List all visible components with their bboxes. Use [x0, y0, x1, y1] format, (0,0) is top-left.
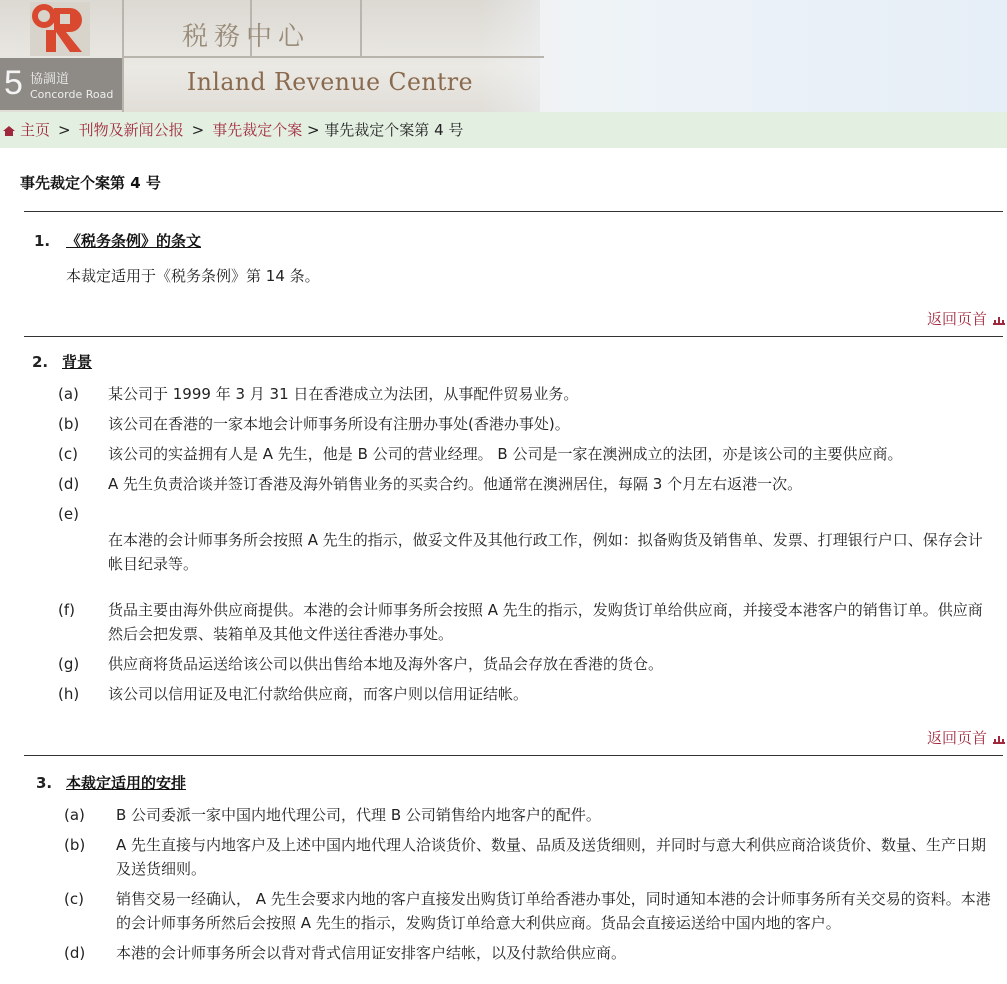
item-label: (g) — [58, 655, 80, 673]
section-title-link[interactable]: 本裁定适用的安排 — [66, 774, 187, 792]
item-text: 在本港的会计师事务所会按照 A 先生的指示，做妥文件及其他行政工作，例如：拟备购货及销售单、发票、打理银行户口、保存会计帐目纪录等。 — [108, 531, 983, 573]
item-text: A 先生直接与内地客户及上述中国内地代理人洽谈货价、数量、品质及送货细则，并同时与意大利供应商洽谈货价、数量、生产日期及送货细则。 — [116, 836, 987, 878]
item-text: B 公司委派一家中国内地代理公司，代理 B 公司销售给内地客户的配件。 — [116, 806, 601, 824]
list-item — [32, 439, 1007, 469]
section-title-link[interactable]: 《税务条例》的条文 — [66, 232, 202, 250]
breadcrumb-home-link[interactable]: 主页 — [20, 121, 51, 139]
back-to-top-label[interactable]: 返回页首 — [926, 310, 987, 328]
back-to-top-icon[interactable] — [993, 315, 1005, 325]
item-label: (c) — [58, 445, 78, 463]
street-plate — [0, 58, 122, 110]
item-label: (b) — [64, 836, 86, 854]
page-title: 事先裁定个案第 4 号 — [20, 174, 161, 192]
breadcrumb-separator: > — [58, 121, 71, 139]
list-item — [36, 884, 1007, 938]
item-label: (a) — [58, 385, 79, 403]
section-paragraph: 本裁定适用于《税务条例》第 14 条。 — [66, 267, 320, 285]
list-item — [36, 830, 1007, 884]
breadcrumb — [0, 112, 1007, 148]
section-heading — [34, 230, 1007, 251]
list-item — [36, 801, 1007, 830]
item-label: (f) — [58, 601, 75, 619]
section-number: 1. — [34, 232, 51, 250]
section-1 — [34, 230, 1007, 286]
item-text: 该公司在香港的一家本地会计师事务所设有注册办事处(香港办事处)。 — [108, 415, 570, 433]
section-heading — [32, 351, 1007, 372]
list-item — [32, 649, 1007, 679]
item-text: 销售交易一经确认， A 先生会要求内地的客户直接发出购货订单给香港办事处，同时通知本港的会计师事务所有关交易的资料。本港的会计师事务所然后会按照 A 先生的指示，发购货订单给意大利供应商。货品会直接运送给中国内地的客户。 — [116, 890, 991, 932]
section-2 — [32, 351, 1007, 709]
section-number: 2. — [32, 353, 49, 371]
list-item — [36, 938, 1007, 968]
back-to-top-icon[interactable] — [993, 734, 1005, 744]
list-item — [32, 499, 1007, 579]
item-text: 货品主要由海外供应商提供。本港的会计师事务所会按照 A 先生的指示，发购货订单给供应商，并接受本港客户的销售订单。供应商然后会把发票、装箱单及其他文件送往香港办事处。 — [108, 601, 983, 643]
item-label: (e) — [58, 505, 79, 523]
item-label: (h) — [58, 685, 80, 703]
section-title-link[interactable]: 背景 — [62, 353, 93, 371]
section-divider — [24, 211, 1003, 212]
item-label: (c) — [64, 890, 84, 908]
list-item — [32, 595, 1007, 649]
item-text: 本港的会计师事务所会以背对背式信用证安排客户结帐，以及付款给供应商。 — [116, 944, 627, 962]
ird-logo-icon — [30, 2, 90, 56]
breadcrumb-separator: > — [191, 121, 205, 139]
arrangement-list — [36, 801, 1007, 968]
breadcrumb-current: > 事先裁定个案第 4 号 — [302, 121, 464, 139]
home-icon[interactable] — [2, 125, 16, 137]
list-item — [32, 409, 1007, 439]
breadcrumb-publications-link[interactable]: 刊物及新闻公报 — [78, 121, 184, 139]
item-label: (a) — [64, 806, 85, 824]
item-text: 供应商将货品运送给该公司以供出售给本地及海外客户，货品会存放在香港的货仓。 — [108, 655, 664, 673]
street-name-en: Concorde Road — [30, 88, 114, 101]
breadcrumb-advance-rulings-link[interactable]: 事先裁定个案 — [212, 121, 303, 139]
banner-english-sign: Inland Revenue Centre — [186, 68, 474, 96]
main-content — [0, 172, 1007, 968]
background-list — [32, 380, 1007, 709]
list-item — [32, 380, 1007, 409]
item-text: A 先生负责洽谈并签订香港及海外销售业务的买卖合约。他通常在澳洲居住，每隔 3 个月左右返港一次。 — [108, 475, 803, 493]
section-3 — [36, 772, 1007, 968]
header-banner — [0, 0, 1007, 112]
banner-chinese-sign: 税務中心 — [182, 22, 311, 52]
back-to-top-label[interactable]: 返回页首 — [926, 729, 987, 747]
list-item — [32, 679, 1007, 709]
item-text: 该公司以信用证及电汇付款给供应商，而客户则以信用证结帐。 — [108, 685, 529, 703]
banner-seam — [124, 56, 544, 58]
section-divider — [24, 336, 1003, 337]
section-heading — [36, 772, 1007, 793]
banner-seam — [360, 0, 362, 58]
item-text: 某公司于 1999 年 3 月 31 日在香港成立为法团，从事配件贸易业务。 — [108, 385, 579, 403]
back-to-top-link[interactable] — [0, 727, 1007, 749]
section-divider — [24, 755, 1003, 756]
street-number: 5 — [4, 64, 23, 102]
list-item — [32, 469, 1007, 499]
item-text: 该公司的实益拥有人是 A 先生，他是 B 公司的营业经理。 B 公司是一家在澳洲成立的法团，亦是该公司的主要供应商。 — [108, 445, 903, 463]
street-name-cn: 協調道 — [30, 72, 70, 87]
item-label: (d) — [58, 475, 80, 493]
back-to-top-link[interactable] — [0, 308, 1007, 330]
section-number: 3. — [36, 774, 53, 792]
item-label: (d) — [64, 944, 86, 962]
item-label: (b) — [58, 415, 80, 433]
